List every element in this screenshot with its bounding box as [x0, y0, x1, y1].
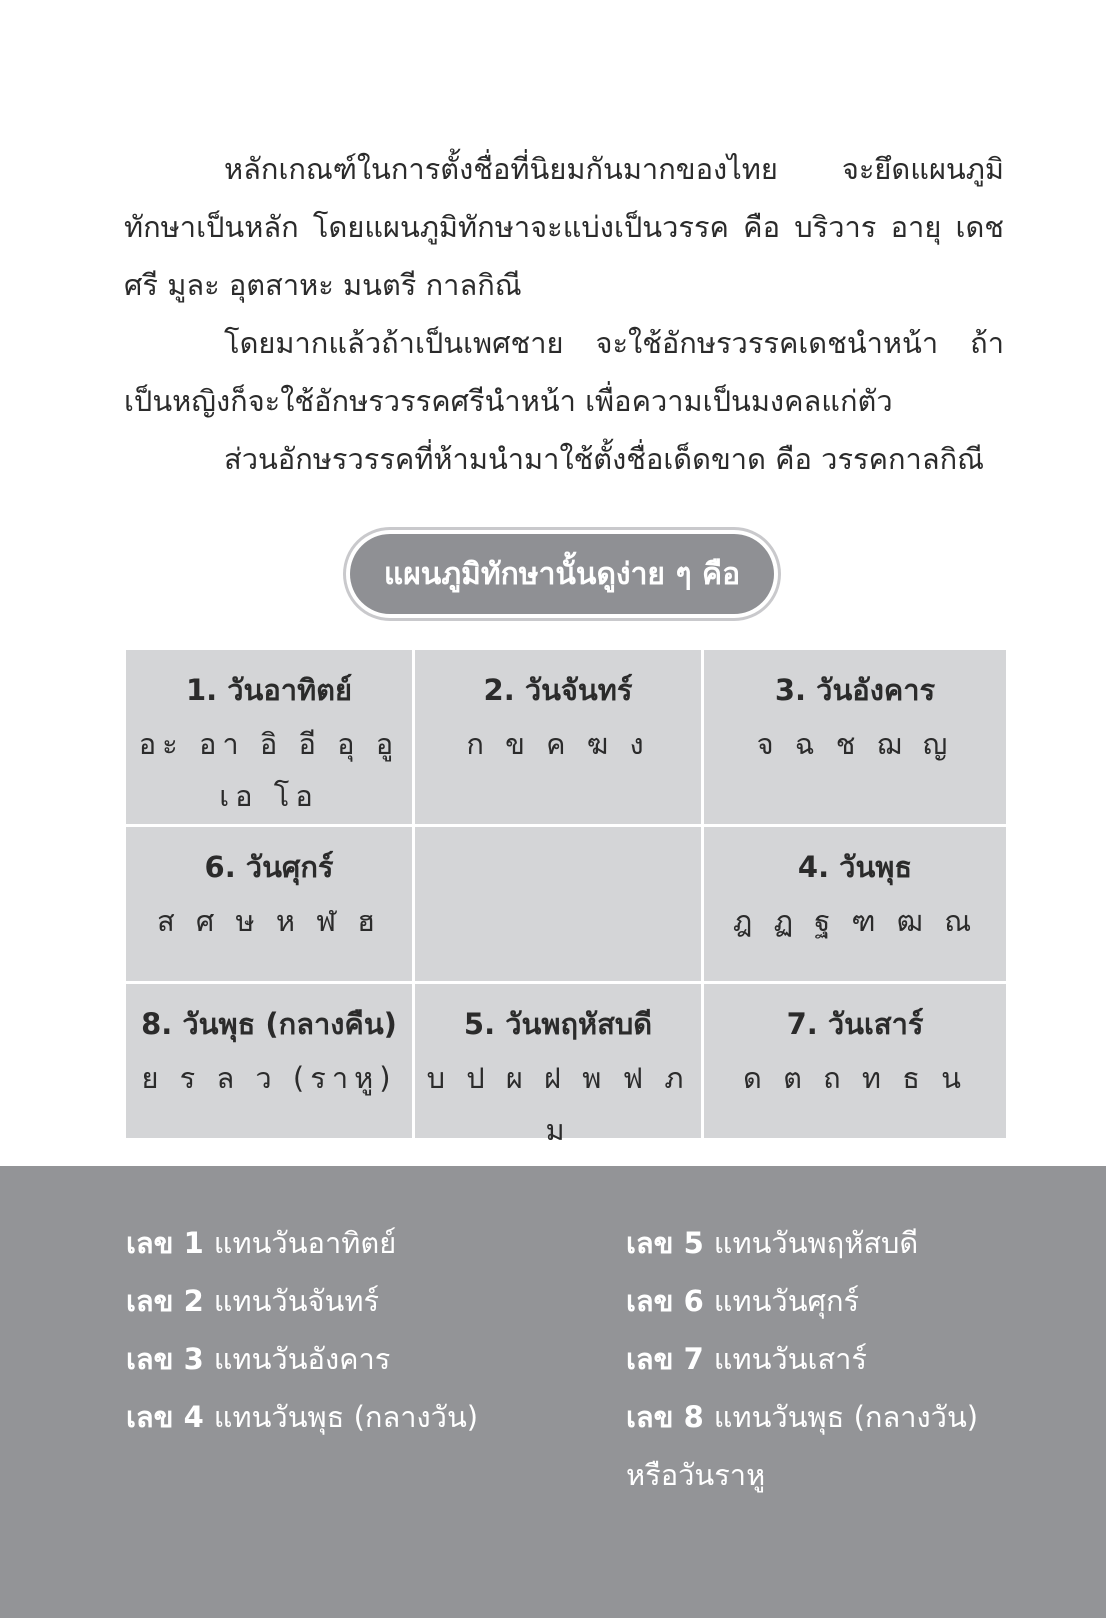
chart-heading-badge	[350, 534, 774, 614]
legend-text: แทนวันเสาร์	[713, 1342, 868, 1376]
cell-letters: ด ต ถ ท ธ น	[743, 1061, 967, 1095]
legend-item	[126, 1388, 586, 1446]
legend-item	[126, 1330, 586, 1388]
grid-cell-thursday	[415, 984, 701, 1147]
grid-cell-sunday	[126, 650, 412, 824]
legend-number: เลข 6	[626, 1284, 704, 1318]
cell-letters: อะ อา อิ อี อุ อู เอ โอ	[138, 727, 400, 813]
grid-cell-saturday	[704, 984, 1006, 1138]
cell-day: 4. วันพุธ	[797, 850, 913, 884]
legend-text: แทนวันอาทิตย์	[213, 1226, 397, 1260]
legend-column-left	[126, 1214, 586, 1446]
grid-cell-wednesday	[704, 827, 1006, 981]
cell-day: 5. วันพฤหัสบดี	[463, 1007, 653, 1041]
legend-number: เลข 8	[626, 1400, 704, 1434]
cell-letters: จ ฉ ช ฌ ญ	[756, 727, 954, 761]
taksa-chart-grid	[126, 650, 1004, 1147]
legend-item	[126, 1214, 586, 1272]
legend-number: เลข 7	[626, 1342, 704, 1376]
grid-cell-wednesday-night	[126, 984, 412, 1138]
cell-day: 1. วันอาทิตย์	[185, 673, 353, 707]
cell-letters: ส ศ ษ ห ฬ ฮ	[157, 904, 381, 938]
legend-text: แทนวันพฤหัสบดี	[713, 1226, 919, 1260]
legend-item	[626, 1388, 1016, 1504]
intro-paragraph-1: หลักเกณฑ์ในการตั้งชื่อที่นิยมกันมากของไทย จะยึดแผนภูมิทักษาเป็นหลัก โดยแผนภูมิทักษาจะแบ่งเป็นวรรค คือ บริวาร อายุ เดช ศรี มูละ อุตสาหะ มนตรี กาลกิณี	[124, 152, 1004, 302]
grid-cell-monday	[415, 650, 701, 824]
legend-text: แทนวันพุธ (กลางวัน) หรือวันราหู	[626, 1400, 979, 1492]
cell-letters: ก ข ค ฆ ง	[466, 727, 650, 761]
legend-number: เลข 1	[126, 1226, 204, 1260]
legend-item	[126, 1272, 586, 1330]
legend-text: แทนวันจันทร์	[213, 1284, 380, 1318]
legend-item	[626, 1330, 1016, 1388]
legend-text: แทนวันอังคาร	[213, 1342, 391, 1376]
legend-panel	[0, 1166, 1106, 1618]
legend-number: เลข 4	[126, 1400, 204, 1434]
cell-day: 3. วันอังคาร	[774, 673, 936, 707]
legend-text: แทนวันพุธ (กลางวัน)	[213, 1400, 479, 1434]
cell-day: 6. วันศุกร์	[204, 850, 334, 884]
legend-column-right	[626, 1214, 1016, 1504]
legend-number: เลข 2	[126, 1284, 204, 1318]
grid-cell-center-empty	[415, 827, 701, 981]
legend-item	[626, 1272, 1016, 1330]
cell-letters: ฎ ฏ ฐ ฑ ฒ ณ	[732, 904, 978, 938]
grid-cell-friday	[126, 827, 412, 981]
intro-paragraph-3: ส่วนอักษรวรรคที่ห้ามนำมาใช้ตั้งชื่อเด็ดขาด คือ วรรคกาลกิณี	[224, 442, 985, 476]
legend-number: เลข 3	[126, 1342, 204, 1376]
legend-item	[626, 1214, 1016, 1272]
intro-paragraph-2: โดยมากแล้วถ้าเป็นเพศชาย จะใช้อักษรวรรคเดชนำหน้า ถ้าเป็นหญิงก็จะใช้อักษรวรรคศรีนำหน้า เพื่อความเป็นมงคลแก่ตัว	[124, 326, 1004, 418]
grid-cell-tuesday	[704, 650, 1006, 824]
legend-number: เลข 5	[626, 1226, 704, 1260]
cell-day: 7. วันเสาร์	[786, 1007, 924, 1041]
chart-heading: แผนภูมิทักษานั้นดูง่าย ๆ คือ	[383, 556, 741, 592]
cell-day: 8. วันพุธ (กลางคืน)	[141, 1007, 397, 1041]
intro-text	[124, 140, 1004, 488]
cell-letters: ย ร ล ว (ราหู)	[141, 1061, 397, 1095]
legend-text: แทนวันศุกร์	[713, 1284, 860, 1318]
cell-day: 2. วันจันทร์	[483, 673, 633, 707]
cell-letters: บ ป ผ ฝ พ ฟ ภ ม	[426, 1061, 690, 1147]
